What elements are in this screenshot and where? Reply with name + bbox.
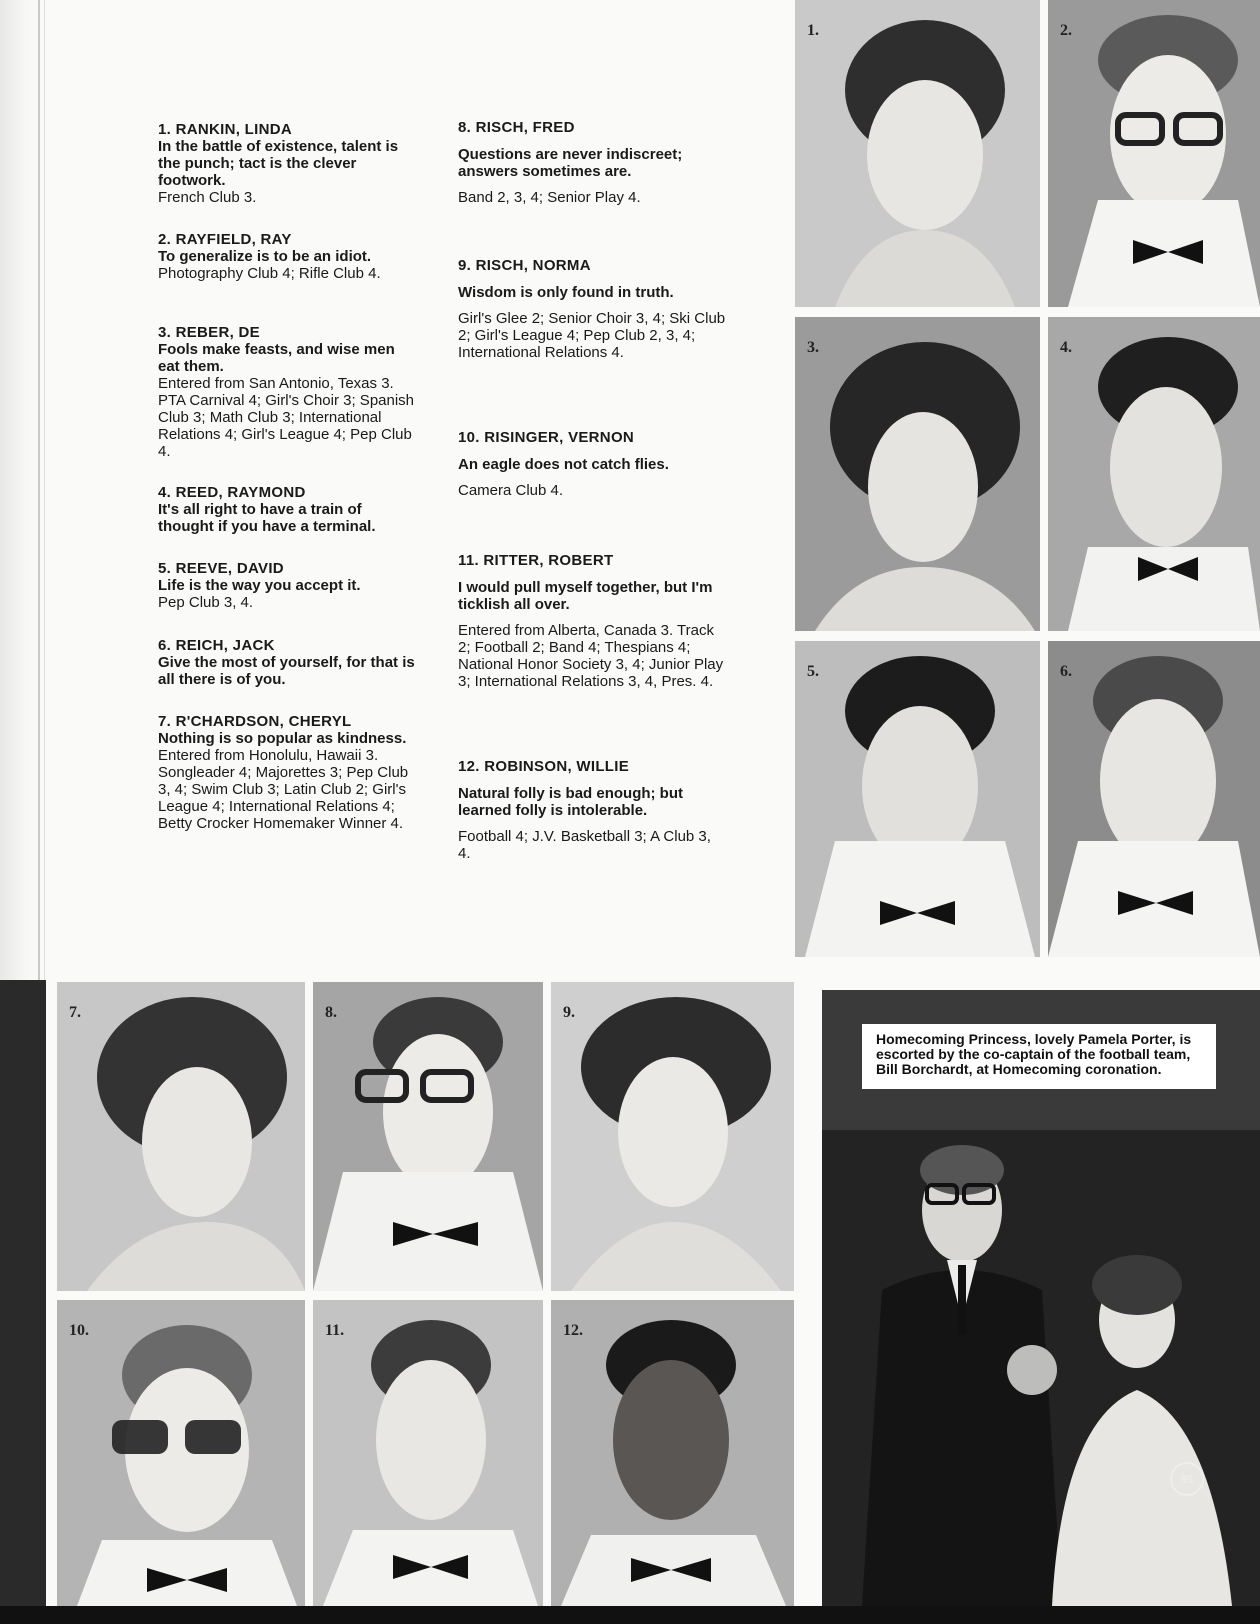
entry-quote: In the battle of existence, talent is the punch; tact is the clever footwork. [158, 138, 399, 189]
entry-name: 4. REED, RAYMOND [158, 484, 306, 501]
entry-name: 2. RAYFIELD, RAY [158, 231, 292, 248]
portrait-number: 7. [69, 1004, 81, 1021]
entry-name: 5. REEVE, DAVID [158, 560, 284, 577]
entry-quote: It's all right to have a train of thought if you have a terminal. [158, 501, 376, 535]
portrait-number: 1. [807, 22, 819, 39]
senior-entry-2 [158, 231, 420, 282]
senior-entry-11 [458, 552, 726, 690]
portrait-number: 2. [1060, 22, 1072, 39]
page-number: 95 [1170, 1462, 1204, 1496]
page-binding [0, 0, 45, 980]
entry-quote: To generalize is to be an idiot. [158, 248, 372, 265]
portrait-3 [795, 317, 1040, 631]
photo-caption: Homecoming Princess, lovely Pamela Porter, is escorted by the co-captain of the football team, Bill Borchardt, at Homecoming coronation. [862, 1024, 1216, 1089]
entry-name: 1. RANKIN, LINDA [158, 121, 292, 138]
portrait-7 [57, 982, 305, 1291]
portrait-number: 10. [69, 1322, 89, 1339]
entry-activities: Girl's Glee 2; Senior Choir 3, 4; Ski Club 2; Girl's League 4; Pep Club 2, 3, 4; International Relations 4. [458, 310, 726, 361]
senior-entry-9 [458, 257, 726, 361]
portrait-12 [551, 1300, 794, 1606]
portrait-number: 5. [807, 663, 819, 680]
entry-name: 10. RISINGER, VERNON [458, 429, 635, 446]
portrait-5 [795, 641, 1040, 957]
portrait-number: 3. [807, 339, 819, 356]
senior-entry-8 [458, 119, 726, 206]
scan-bottom-edge [0, 1606, 1260, 1624]
binding-spine [38, 0, 40, 980]
entry-quote: Natural folly is bad enough; but learned folly is intolerable. [458, 785, 683, 819]
senior-entry-12 [458, 758, 726, 862]
portrait-number: 4. [1060, 339, 1072, 356]
portrait-number: 11. [325, 1322, 345, 1339]
portrait-number: 12. [563, 1322, 583, 1339]
entry-activities: French Club 3. [158, 189, 257, 206]
senior-entry-4 [158, 484, 420, 535]
entry-activities: Band 2, 3, 4; Senior Play 4. [458, 189, 641, 206]
entry-quote: I would pull myself together, but I'm ticklish all over. [458, 579, 713, 613]
senior-entry-1 [158, 121, 420, 206]
entry-quote: Life is the way you accept it. [158, 577, 361, 594]
portrait-number: 8. [325, 1004, 337, 1021]
portrait-2 [1048, 0, 1260, 307]
portrait-6 [1048, 641, 1260, 957]
entry-quote: Fools make feasts, and wise men eat them. [158, 341, 395, 375]
entry-activities: Pep Club 3, 4. [158, 594, 254, 611]
entry-name: 8. RISCH, FRED [458, 119, 575, 136]
portrait-9 [551, 982, 794, 1291]
entry-name: 7. R'CHARDSON, CHERYL [158, 713, 352, 730]
entry-activities: Entered from Honolulu, Hawaii 3. Songleader 4; Majorettes 3; Pep Club 3, 4; Swim Club 3; Latin Club 2; Girl's League 4; International Relations 4; Betty Crocker Homemaker Winner 4. [158, 747, 409, 832]
senior-entry-10 [458, 429, 726, 499]
entry-quote: An eagle does not catch flies. [458, 456, 669, 473]
entry-quote: Questions are never indiscreet; answers sometimes are. [458, 146, 683, 180]
portrait-8 [313, 982, 543, 1291]
entry-name: 3. REBER, DE [158, 324, 260, 341]
portrait-4 [1048, 317, 1260, 631]
entry-quote: Wisdom is only found in truth. [458, 284, 674, 301]
portrait-1 [795, 0, 1040, 307]
portrait-number: 6. [1060, 663, 1072, 680]
entry-name: 12. ROBINSON, WILLIE [458, 758, 630, 775]
portrait-10 [57, 1300, 305, 1606]
entry-activities: Photography Club 4; Rifle Club 4. [158, 265, 381, 282]
entry-activities: Camera Club 4. [458, 482, 564, 499]
entry-activities: Football 4; J.V. Basketball 3; A Club 3, 4. [458, 828, 711, 862]
senior-entry-3 [158, 324, 420, 460]
entry-name: 6. REICH, JACK [158, 637, 275, 654]
entry-quote: Give the most of yourself, for that is all there is of you. [158, 654, 415, 688]
senior-entry-5 [158, 560, 420, 611]
portrait-number: 9. [563, 1004, 575, 1021]
entry-quote: Nothing is so popular as kindness. [158, 730, 407, 747]
senior-entry-7 [158, 713, 420, 832]
entry-activities: Entered from Alberta, Canada 3. Track 2; Football 2; Band 4; Thespians 4; National Honor Society 3, 4; Junior Play 3; International Relations 3, 4, Pres. 4. [458, 622, 724, 690]
senior-entry-6 [158, 637, 420, 688]
portrait-11 [313, 1300, 543, 1606]
adjacent-page-edge [0, 980, 46, 1606]
entry-name: 11. RITTER, ROBERT [458, 552, 614, 569]
entry-activities: Entered from San Antonio, Texas 3. PTA Carnival 4; Girl's Choir 3; Spanish Club 3; Math Club 3; International Relations 4; Girl's League 4; Pep Club 4. [158, 375, 415, 460]
entry-name: 9. RISCH, NORMA [458, 257, 591, 274]
